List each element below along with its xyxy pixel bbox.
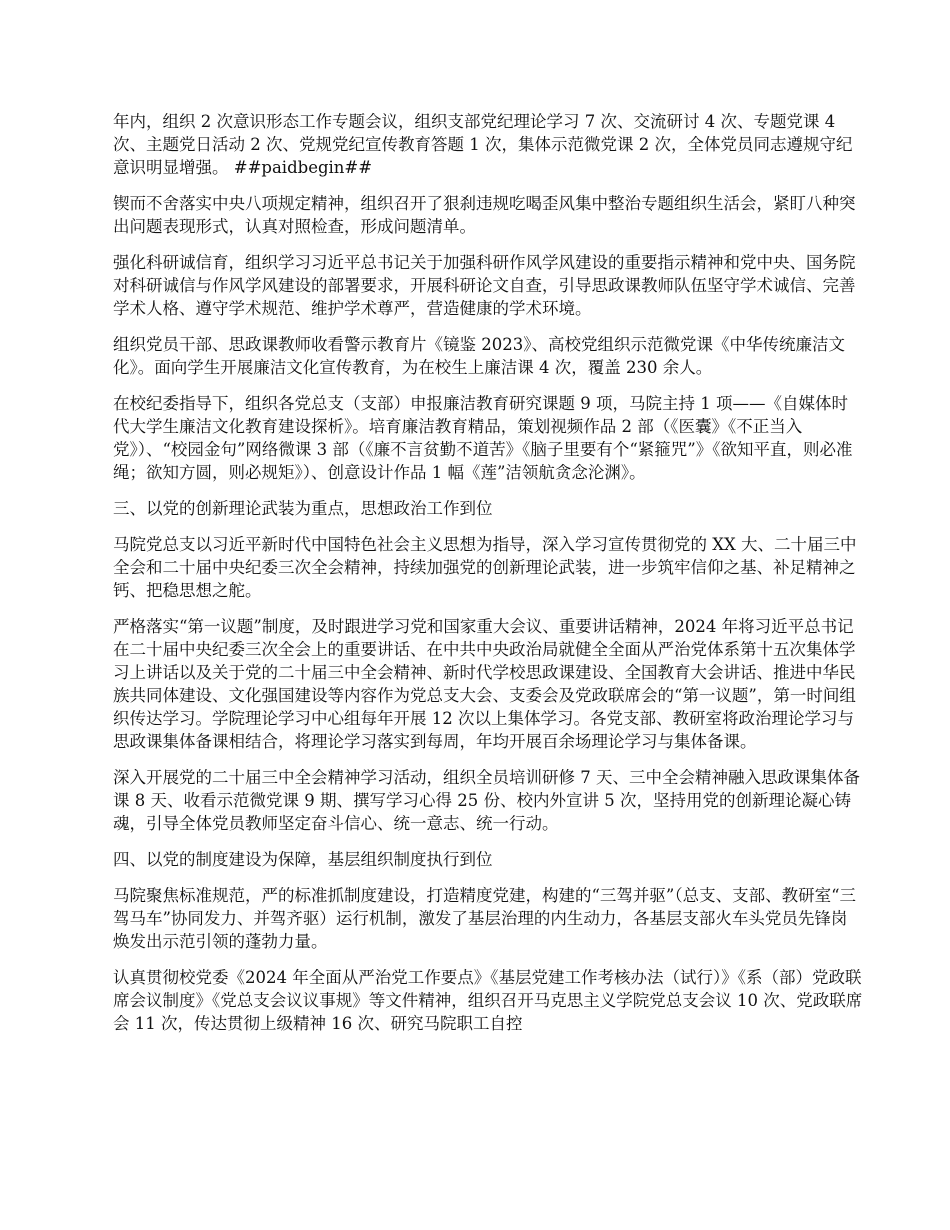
paragraph-warning-education: 组织党员干部、思政课教师收看警示教育片《镜鉴 2023》、高校党组织示范微党课《中华传统廉洁文化》。面向学生开展廉洁文化宣传教育，为在校生上廉洁课 4 次，覆盖 230 余人。	[113, 335, 845, 377]
paragraph-first-topic-system: 严格落实“第一议题”制度，及时跟进学习党和国家重大会议、重要讲话精神，2024 年将习近平总书记在二十届中央纪委三次全会上的重要讲话、在中共中央政治局就健全全面从严治党体系第十五次集体学习上讲话以及关于党的二十届三中全会精神、新时代学校思政课建设、全国教育大会讲话、推进中华民族共同体建设、文化强国建设等内容作为党总支大会、支委会及党政联席会的“第一议题”，第一时间组织传达学习。学院理论学习中心组每年开展 12 次以上集体学习。各党支部、教研室将政治理论学习与思政课集体备课相结合，将理论学习落实到每周，年均开展百余场理论学习与集体备课。	[113, 617, 856, 751]
paragraph-party-discipline-study: 年内，组织 2 次意识形态工作专题会议，组织支部党纪理论学习 7 次、交流研讨 4 次、专题党课 4 次、主题党日活动 2 次、党规党纪宣传教育答题 1 次，集体示范微党课 2 次，全体党员同志遵规守纪意识明显增强。 ##paidbegin##	[113, 112, 853, 177]
paragraph-theory-armament: 马院党总支以习近平新时代中国特色社会主义思想为指导，深入学习宣传贯彻党的 XX 大、二十届三中全会和二十届中央纪委三次全会精神，持续加强党的创新理论武装，进一步筑牢信仰之基、补足精神之钙、把稳思想之舵。	[113, 535, 857, 600]
paragraph-three-carriages: 马院聚焦标准规范，严的标准抓制度建设，打造精度党建，构建的“三驾并驱”（总支、支部、教研室“三驾马车”协同发力、并驾齐驱）运行机制，激发了基层治理的内生动力，各基层支部火车头党员先锋岗焕发出示范引领的蓬勃力量。	[113, 886, 857, 951]
paragraph-meeting-implementation: 认真贯彻校党委《2024 年全面从严治党工作要点》《基层党建工作考核办法（试行）》《系（部）党政联席会议制度》《党总支会议议事规》等文件精神，组织召开马克思主义学院党总支会议 10 次、党政联席会 11 次，传达贯彻上级精神 16 次、研究马院职工自控	[113, 968, 863, 1033]
section-heading-3: 三、以党的创新理论武装为重点，思想政治工作到位	[113, 499, 493, 518]
document-body	[113, 110, 863, 1048]
section-heading-4: 四、以党的制度建设为保障，基层组织制度执行到位	[113, 850, 493, 869]
paragraph-research-integrity: 强化科研诚信育，组织学习习近平总书记关于加强科研作风学风建设的重要指示精神和党中央、国务院对科研诚信与作风学风建设的部署要求，开展科研论文自查，引导思政课教师队伍坚守学术诚信、完善学术人格、遵守学术规范、维护学术尊严，营造健康的学术环境。	[113, 253, 856, 318]
paragraph-integrity-research-projects: 在校纪委指导下，组织各党总支（支部）申报廉洁教育研究课题 9 项，马院主持 1 项——《自媒体时代大学生廉洁文化教育建设探析》。培育廉洁教育精品，策划视频作品 2 部（《医囊》《不正当入党》）、“校园金句”网络微课 3 部（《廉不言贫勤不道苦》《脑子里要有个“紧箍咒”》《欲知平直，则必准绳；欲知方圆，则必规矩》）、创意设计作品 1 幅《莲”洁领航贪念沦渊》。	[113, 394, 853, 482]
paragraph-eight-rules: 锲而不舍落实中央八项规定精神，组织召开了狠刹违规吃喝歪风集中整治专题组织生活会，紧盯八种突出问题表现形式，认真对照检查，形成问题清单。	[113, 194, 856, 236]
paragraph-third-plenum-study: 深入开展党的二十届三中全会精神学习活动，组织全员培训研修 7 天、三中全会精神融入思政课集体备课 8 天、收看示范微党课 9 期、撰写学习心得 25 份、校内外宣讲 5 次，坚持用党的创新理论凝心铸魂，引导全体党员教师坚定奋斗信心、统一意志、统一行动。	[113, 768, 860, 833]
